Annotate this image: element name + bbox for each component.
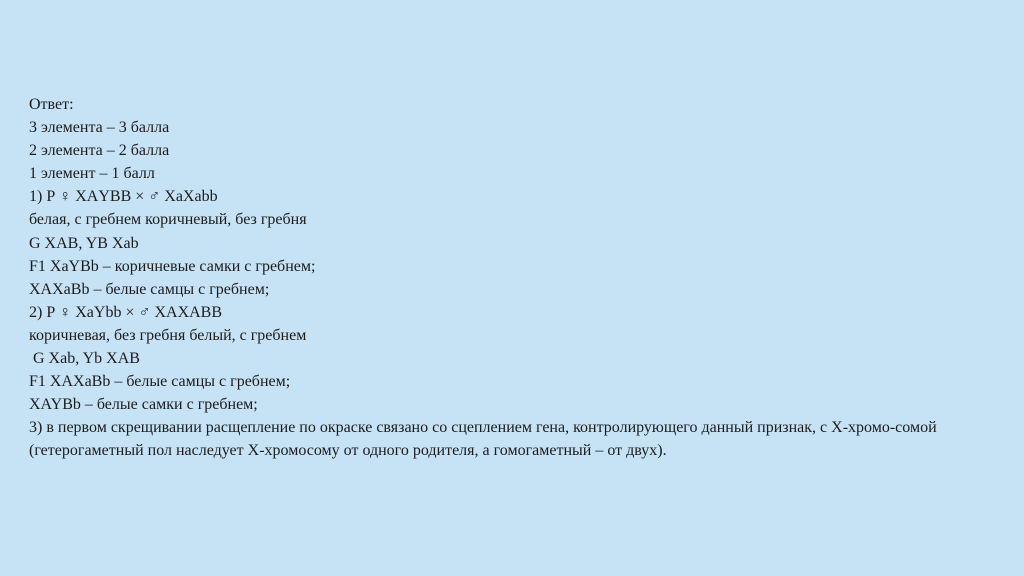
slide-body-text — [29, 93, 979, 463]
cross-1-gametes: G XAB, YB Xab — [29, 234, 139, 252]
cross-2-offspring: F1 XAXaBb – белые самцы с гребнем; — [29, 373, 291, 391]
cross-2-gametes: G Xab, Yb XAB — [29, 350, 140, 368]
cross-1-offspring: F1 XaYBb – коричневые самки с гребнем; — [29, 257, 316, 275]
explanation-paragraph: 3) в первом скрещивании расщепление по окраске связано со сцеплением гена, контролирующего данный признак, с Х-хромо-сомой (гетерогаметный пол наследует Х-хромосому от одного родителя, а гомогаметный – от двух). — [29, 419, 941, 460]
scoring-line: 2 элемента – 2 балла — [29, 142, 170, 160]
cross-1-offspring: XAXaBb – белые самцы с гребнем; — [29, 280, 270, 298]
cross-2-phenotypes: коричневая, без гребня белый, с гребнем — [29, 326, 307, 344]
cross-2-parents: 2) Р ♀ ХаYbb × ♂ XAXABB — [29, 303, 223, 321]
cross-1-parents: 1) Р ♀ ХАYBB × ♂ ХаХаbb — [29, 188, 218, 206]
answer-heading: Ответ: — [29, 96, 74, 113]
scoring-line: 1 элемент – 1 балл — [29, 165, 155, 183]
cross-1-phenotypes: белая, с гребнем коричневый, без гребня — [29, 211, 307, 229]
cross-2-offspring: XAYBb – белые самки с гребнем; — [29, 396, 258, 414]
scoring-line: 3 элемента – 3 балла — [29, 119, 170, 137]
